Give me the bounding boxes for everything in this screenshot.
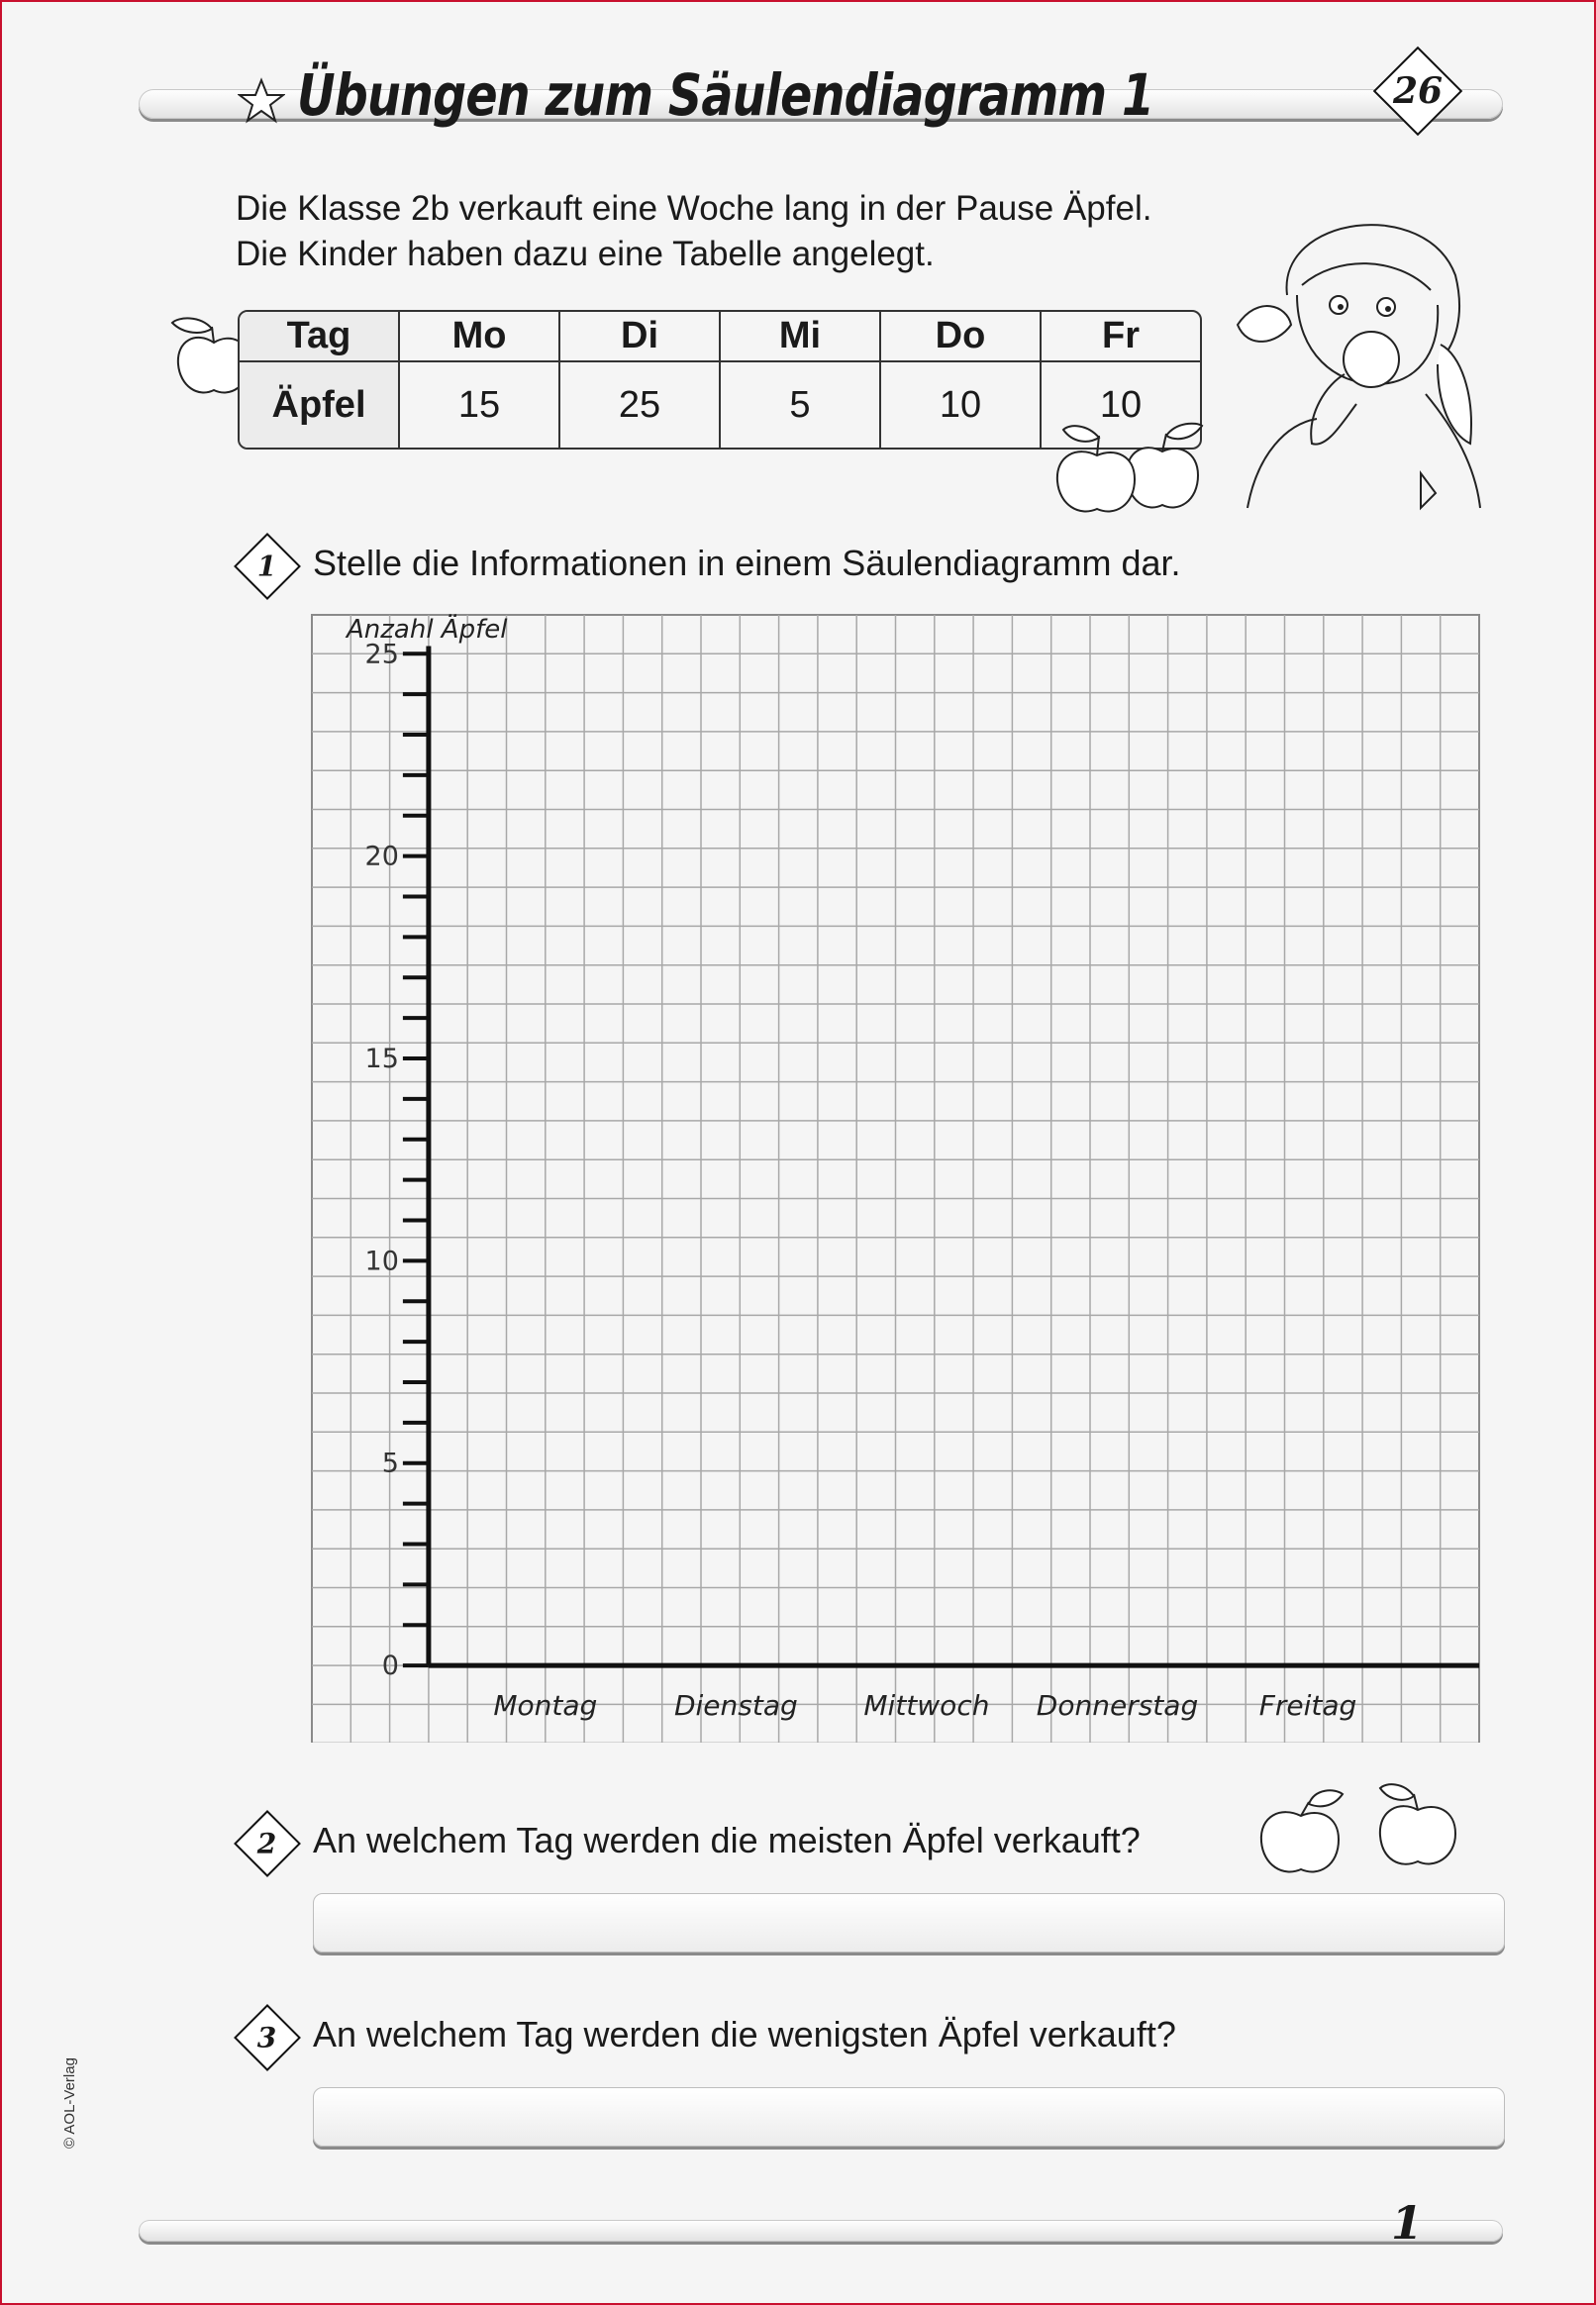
table-header-row: [240, 312, 1200, 362]
table-row-header: Tag: [240, 312, 400, 362]
page-title: Übungen zum Säulendiagramm 1: [297, 61, 1154, 129]
table-day: Fr: [1042, 312, 1200, 362]
answer-field-2[interactable]: [313, 1893, 1505, 1953]
task-1-text: Stelle die Informationen in einem Säulendiagramm dar.: [313, 543, 1181, 583]
y-tick-label: 15: [364, 1044, 399, 1075]
table-day: Di: [560, 312, 721, 362]
footer-page-number: 1: [1391, 2196, 1424, 2250]
y-tick-label: 25: [364, 639, 399, 670]
girl-eating-apple-illustration: [1228, 186, 1485, 513]
task-1-number-badge: [234, 533, 301, 600]
task-3-text: An welchem Tag werden die wenigsten Äpfel verkauft?: [313, 2014, 1176, 2054]
x-category-label: Donnerstag: [1036, 1689, 1199, 1723]
y-tick-label: 0: [381, 1651, 399, 1682]
x-category-label: Mittwoch: [863, 1689, 990, 1723]
table-row-label: Äpfel: [240, 362, 400, 448]
chart-y-axis-label: Anzahl Äpfel: [347, 615, 508, 645]
apples-illustration: [1047, 416, 1216, 525]
page-number: 26: [1392, 69, 1444, 112]
task-1-number: 1: [257, 550, 277, 583]
table-value: 5: [721, 362, 881, 448]
x-category-label: Montag: [493, 1689, 598, 1723]
table-value: 10: [881, 362, 1042, 448]
task-2-number-badge: [234, 1810, 301, 1877]
x-category-label: Freitag: [1258, 1689, 1357, 1723]
table-day: Mi: [721, 312, 881, 362]
apples-illustration-2: [1255, 1780, 1475, 1881]
copyright-notice: © AOL-Verlag: [61, 2057, 78, 2149]
table-value: 15: [400, 362, 560, 448]
y-tick-label: 10: [364, 1246, 399, 1277]
intro-text: [236, 186, 1151, 277]
task-2-text: An welchem Tag werden die meisten Äpfel verkauft?: [313, 1820, 1141, 1860]
task-2-number: 2: [257, 1827, 277, 1860]
y-tick-label: 5: [381, 1448, 399, 1479]
page-number-badge: [1373, 47, 1463, 137]
table-value: 25: [560, 362, 721, 448]
table-day: Do: [881, 312, 1042, 362]
table-day: Mo: [400, 312, 560, 362]
footer-bar: [139, 2220, 1503, 2242]
answer-field-3[interactable]: [313, 2087, 1505, 2147]
y-tick-label: 20: [364, 841, 399, 872]
bar-chart-grid[interactable]: [311, 614, 1491, 1743]
task-3-number-badge: [234, 2004, 301, 2071]
table-value: 10: [1099, 383, 1143, 426]
intro-line-2: Die Kinder haben dazu eine Tabelle angelegt.: [236, 235, 935, 273]
x-category-label: Dienstag: [673, 1689, 798, 1723]
chart-axes: [403, 646, 1479, 1665]
intro-line-1: Die Klasse 2b verkauft eine Woche lang in der Pause Äpfel.: [236, 189, 1152, 228]
chart-grid: [312, 615, 1479, 1743]
star-icon: [238, 77, 285, 125]
task-3-number: 3: [257, 2021, 277, 2054]
